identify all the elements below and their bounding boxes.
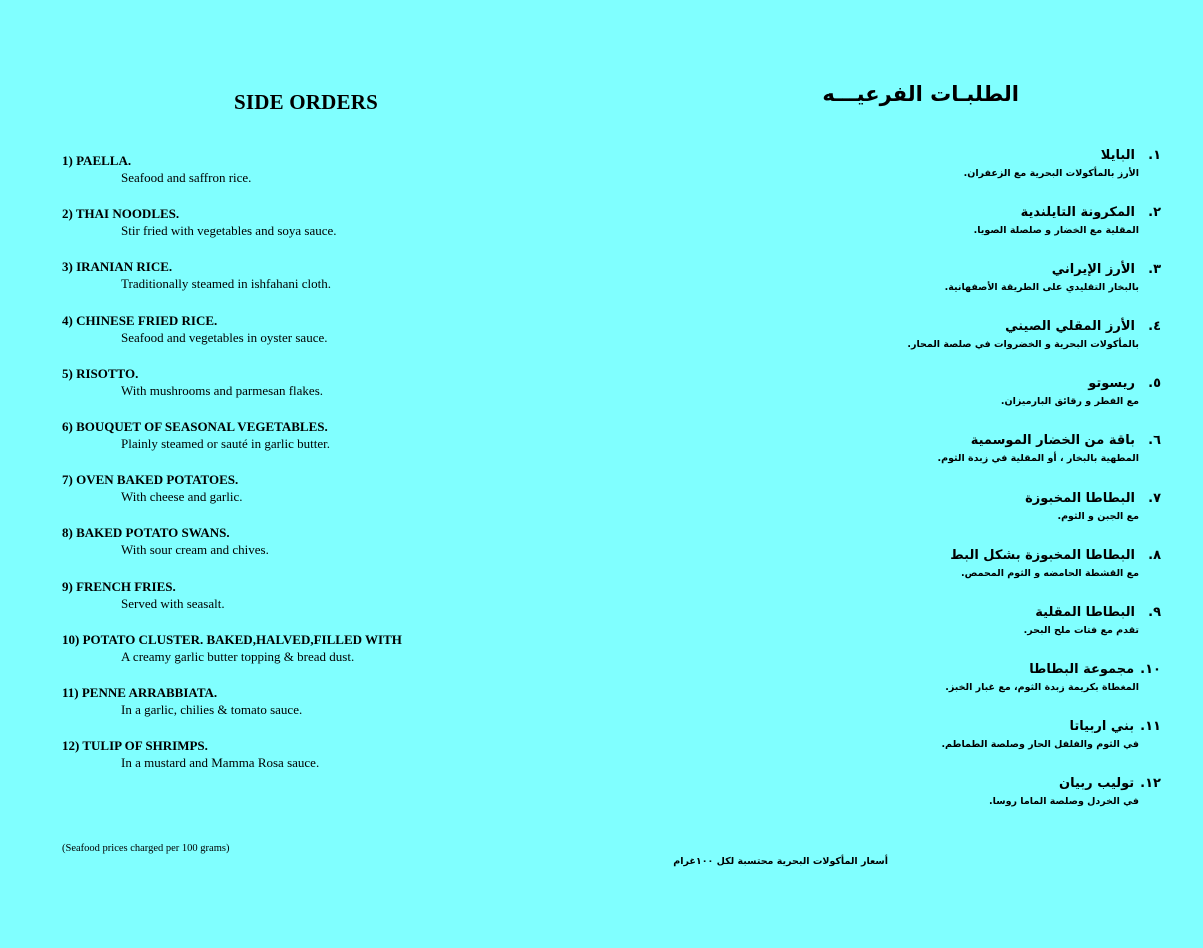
menu-item	[761, 717, 1161, 774]
item-name-text: البايلا	[1100, 148, 1135, 163]
item-number: ١٢.	[1140, 776, 1161, 792]
item-name: 1) PAELLA.	[62, 153, 132, 168]
menu-item	[761, 146, 1161, 203]
menu-item	[761, 603, 1161, 660]
item-name: 2) THAI NOODLES.	[62, 206, 180, 222]
item-number: ١٠.	[1140, 661, 1161, 677]
item-description: Seafood and vegetables in oyster sauce.	[121, 329, 328, 345]
item-description: Seafood and saffron rice.	[121, 170, 252, 185]
item-description: Stir fried with vegetables and soya sauce.	[121, 223, 337, 239]
item-name	[761, 374, 1161, 394]
item-name-text: باقة من الخضار الموسمية	[970, 433, 1135, 449]
menu-item	[62, 313, 622, 366]
arabic-title: الطلبـات الفرعيـــه	[822, 82, 1019, 106]
menu-item	[62, 153, 622, 206]
item-number: ٣.	[1148, 262, 1161, 278]
menu-item	[761, 317, 1161, 374]
item-name: 5) RISOTTO.	[62, 365, 139, 381]
item-number: ١.	[1148, 148, 1161, 163]
item-number: ٥.	[1148, 376, 1161, 392]
item-name-text: البطاطا المقلية	[1035, 604, 1135, 620]
item-description: Traditionally steamed in ishfahani cloth.	[121, 276, 332, 292]
item-number: ٧.	[1148, 490, 1161, 506]
item-name	[761, 431, 1161, 451]
item-name-text: المكرونة التايلندية	[1020, 205, 1135, 221]
item-description: بالبخار التقليدي على الطريقة الأصفهانية.	[944, 282, 1139, 294]
menu-item	[62, 579, 622, 632]
item-name	[761, 203, 1161, 223]
english-price-note: (Seafood prices charged per 100 grams)	[62, 843, 230, 854]
item-number: ٦.	[1148, 433, 1161, 449]
menu-item	[761, 374, 1161, 431]
item-description: With sour cream and chives.	[121, 542, 269, 558]
item-name	[761, 489, 1161, 509]
menu-item	[62, 419, 622, 472]
item-number: ٢.	[1148, 205, 1161, 221]
item-description: المطهية بالبخار ، أو المقلية في زبدة الثوم.	[937, 453, 1139, 465]
item-name: 12) TULIP OF SHRIMPS.	[62, 738, 208, 754]
item-number: ٤.	[1148, 319, 1161, 335]
item-name	[761, 774, 1161, 794]
item-description: في الثوم والفلفل الحار وصلصة الطماطم.	[941, 738, 1139, 750]
item-description: المقلية مع الخضار و صلصلة الصويا.	[973, 225, 1139, 237]
item-description: In a mustard and Mamma Rosa sauce.	[121, 755, 320, 771]
arabic-price-note: أسعار المأكولات البحرية محتسبة لكل ١٠٠غرام	[673, 856, 888, 867]
item-description: مع القشطة الحامضه و الثوم المحمص.	[961, 567, 1139, 579]
item-name	[761, 260, 1161, 280]
item-number: ٩.	[1148, 604, 1161, 620]
item-description: With mushrooms and parmesan flakes.	[121, 382, 324, 398]
item-name-text: توليب ربيان	[1059, 776, 1135, 792]
menu-item	[761, 203, 1161, 260]
menu-item	[62, 525, 622, 578]
item-description: With cheese and garlic.	[121, 489, 243, 505]
item-description: In a garlic, chilies & tomato sauce.	[121, 701, 303, 717]
item-number: ٨.	[1148, 547, 1161, 563]
item-name-text: البطاطا المخبوزة بشكل البط	[950, 547, 1135, 563]
menu-item	[62, 632, 622, 685]
menu-item	[62, 366, 622, 419]
item-description: بالمأكولات البحرية و الخضروات في صلصة المحار.	[907, 339, 1139, 351]
item-name: 10) POTATO CLUSTER. BAKED,HALVED,FILLED WITH	[62, 631, 402, 647]
item-name: 6) BOUQUET OF SEASONAL VEGETABLES.	[62, 418, 328, 434]
arabic-menu-list	[761, 146, 1161, 831]
item-name	[761, 603, 1161, 623]
item-description: Served with seasalt.	[121, 595, 225, 611]
menu-item	[761, 260, 1161, 317]
english-title: SIDE ORDERS	[234, 90, 378, 114]
item-name: 7) OVEN BAKED POTATOES.	[62, 472, 239, 488]
item-name-text: الأرز المقلي الصيني	[1005, 319, 1135, 335]
menu-item	[761, 546, 1161, 603]
item-description: مع الفطر و رقائق البارميزان.	[1000, 396, 1139, 408]
menu-item	[761, 431, 1161, 488]
item-name	[761, 546, 1161, 566]
item-name	[761, 146, 1161, 166]
item-name-text: البطاطا المخبوزة	[1025, 490, 1135, 506]
item-name: 9) FRENCH FRIES.	[62, 578, 176, 594]
menu-item	[62, 738, 622, 791]
item-description: Plainly steamed or sauté in garlic butter.	[121, 435, 331, 451]
item-name: 3) IRANIAN RICE.	[62, 259, 173, 275]
english-menu-list	[62, 153, 622, 791]
menu-item	[62, 472, 622, 525]
item-name-text: ريسوتو	[1088, 376, 1135, 392]
item-name-text: مجموعة البطاطا	[1029, 661, 1135, 677]
menu-item	[761, 489, 1161, 546]
item-name: 11) PENNE ARRABBIATA.	[62, 684, 218, 700]
item-description: تقدم مع فتات ملح البحر.	[1023, 624, 1139, 636]
item-name-text: الأرز الإيراني	[1051, 262, 1135, 278]
item-number: ١١.	[1140, 718, 1161, 734]
item-name: 4) CHINESE FRIED RICE.	[62, 312, 218, 328]
item-description: الأرز بالمأكولات البحرية مع الزعفران.	[963, 168, 1139, 179]
menu-item	[761, 660, 1161, 717]
item-description: مع الجبن و الثوم.	[1057, 510, 1139, 522]
item-name	[761, 660, 1161, 680]
item-name	[761, 717, 1161, 737]
item-name: 8) BAKED POTATO SWANS.	[62, 525, 230, 541]
item-name	[761, 317, 1161, 337]
menu-item	[62, 685, 622, 738]
item-description: المغطاة بكريمة زبدة الثوم، مع غبار الخبز.	[945, 681, 1139, 693]
menu-item	[62, 206, 622, 259]
item-description: في الخردل وصلصة الماما روسا.	[989, 796, 1139, 808]
menu-item	[62, 259, 622, 312]
item-description: A creamy garlic butter topping & bread dust.	[121, 648, 355, 664]
item-name-text: بني اربياتا	[1069, 718, 1135, 734]
menu-item	[761, 774, 1161, 831]
